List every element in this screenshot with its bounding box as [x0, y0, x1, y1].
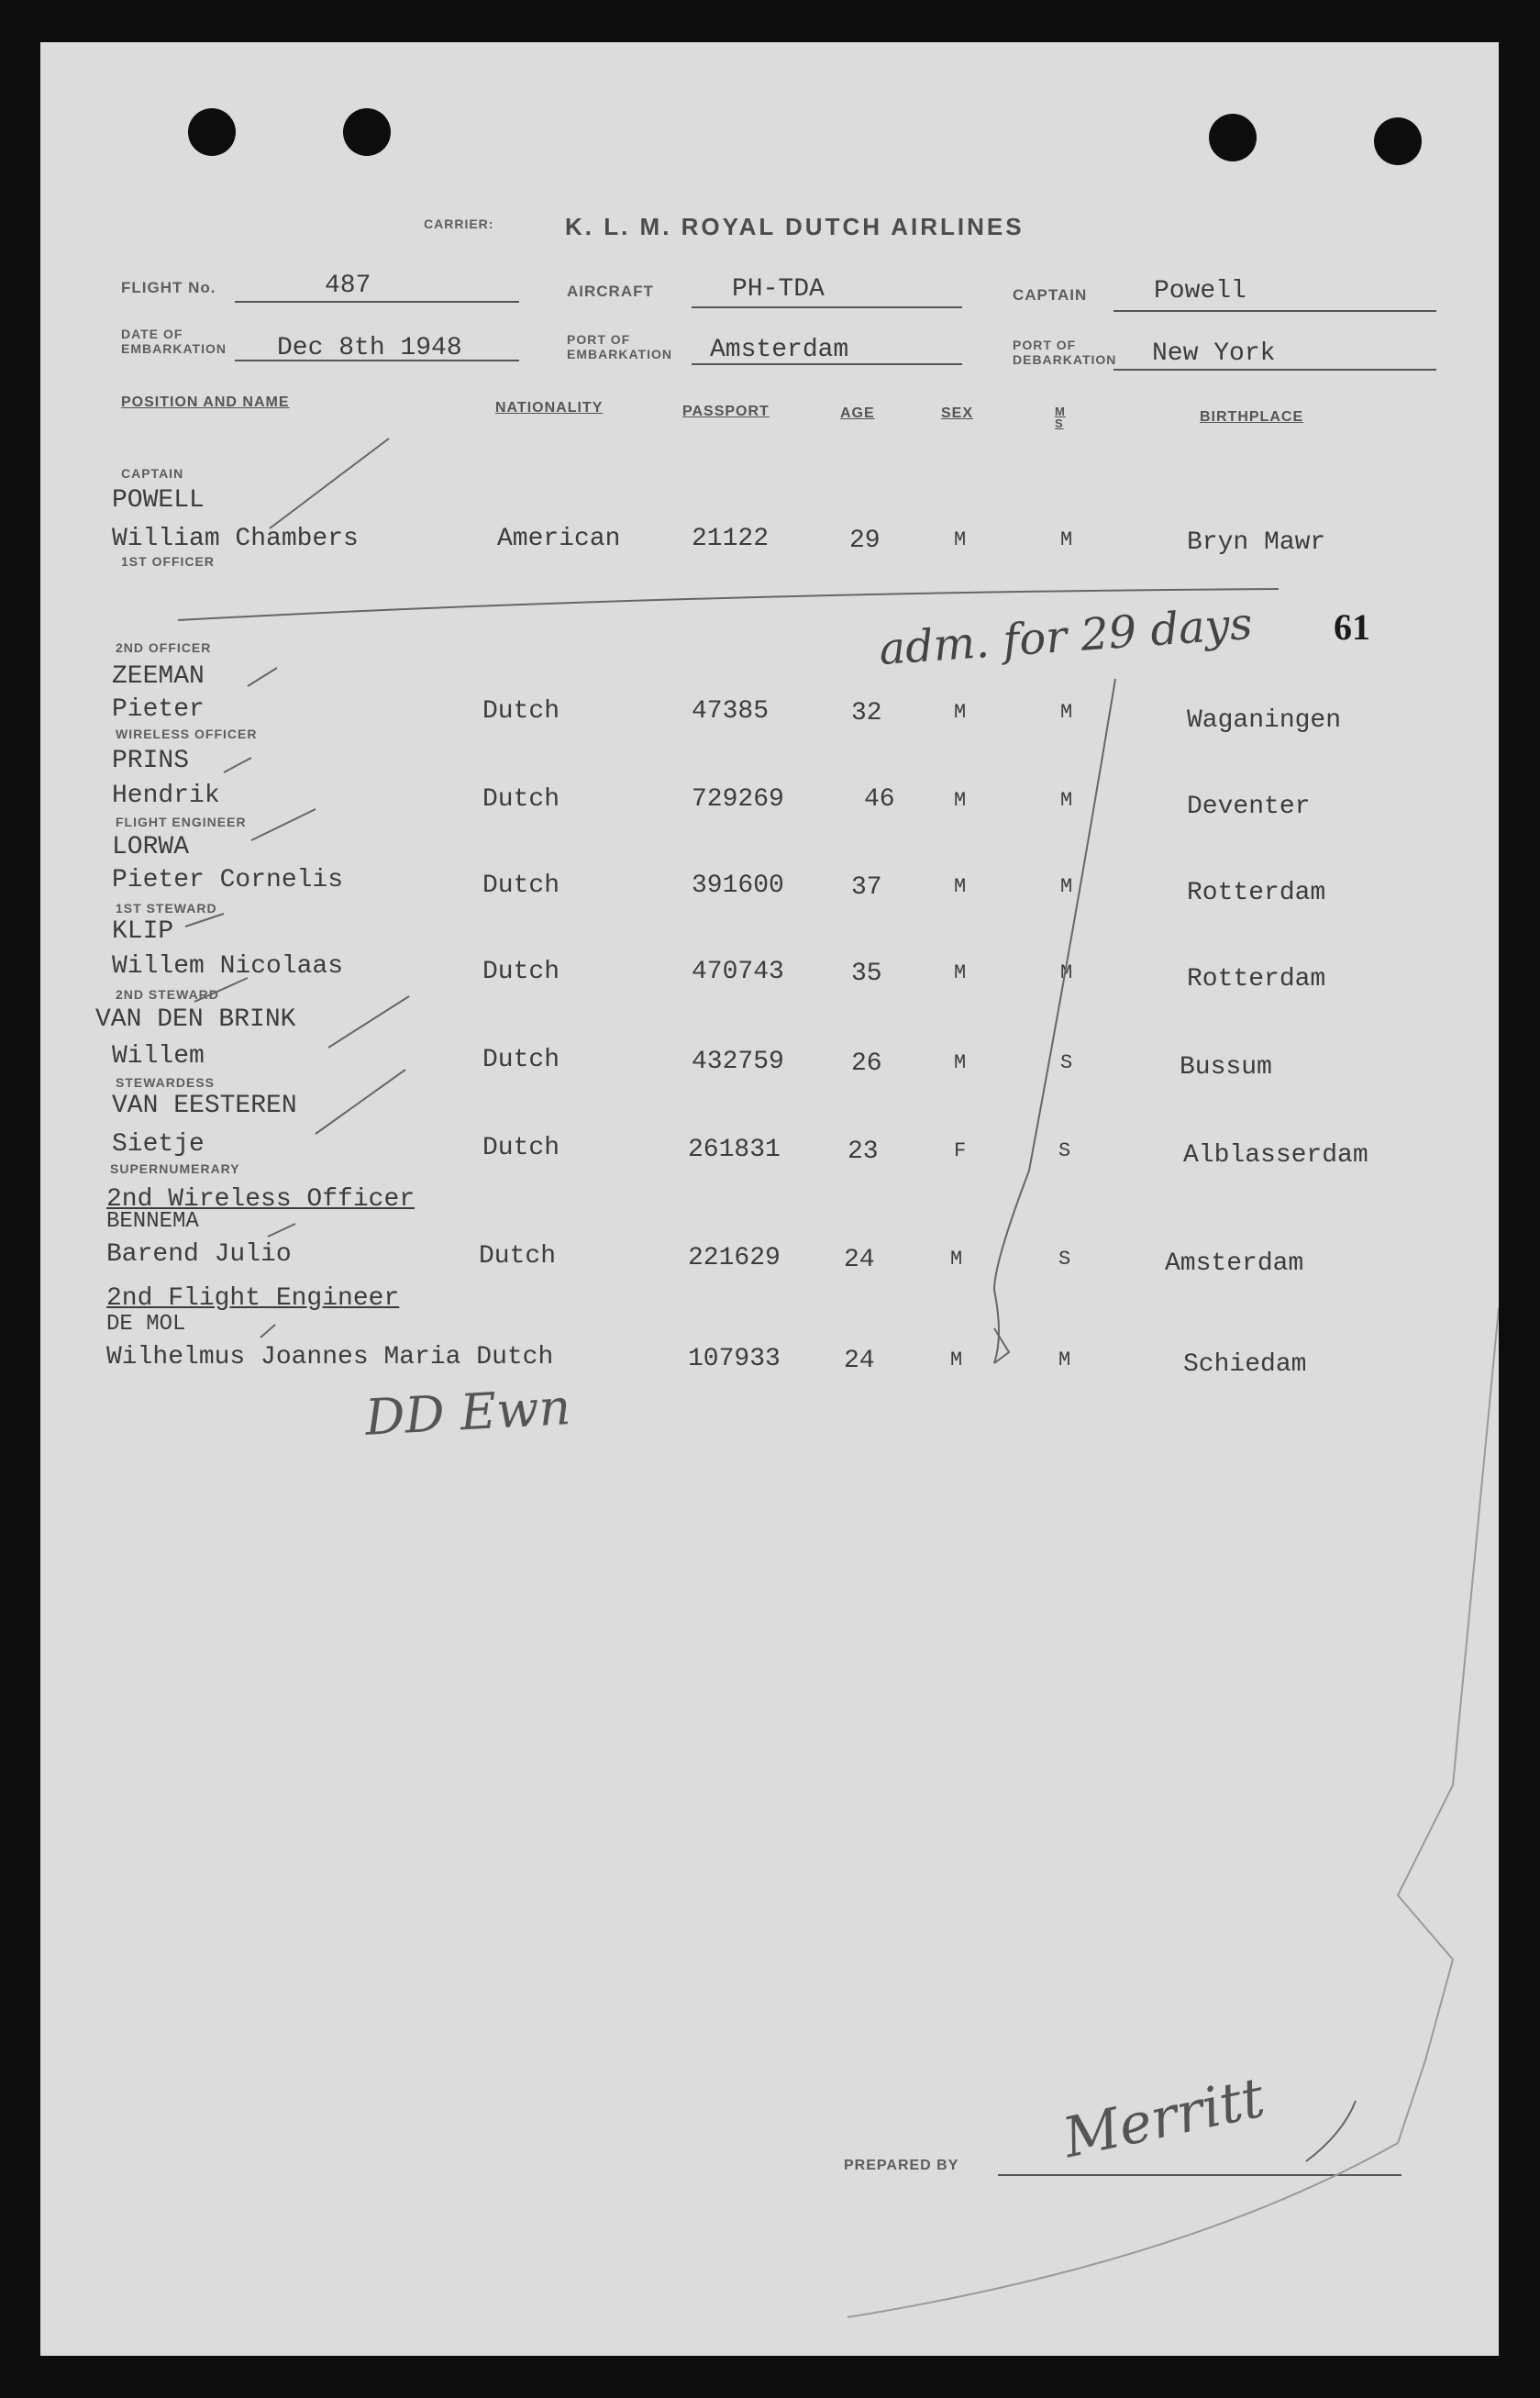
crew-age: 26 [851, 1049, 882, 1078]
captain-line [1113, 310, 1436, 312]
crew-passport: 432759 [692, 1048, 784, 1076]
crew-given-name: Wilhelmus Joannes Maria Dutch [106, 1343, 554, 1371]
crew-passport: 107933 [688, 1345, 781, 1373]
role-label: 1ST STEWARD [116, 901, 217, 916]
crew-sex: M [954, 789, 967, 812]
flight-number: 487 [325, 272, 371, 300]
crew-marital: M [1058, 1349, 1071, 1371]
flight-line [235, 301, 519, 303]
crew-birthplace: Rotterdam [1187, 879, 1326, 907]
crew-marital: S [1060, 1051, 1073, 1074]
role-label: FLIGHT ENGINEER [116, 815, 247, 829]
crew-surname: PRINS [112, 747, 190, 775]
crew-age: 29 [849, 527, 881, 555]
crew-nationality: Dutch [482, 697, 560, 726]
captain-name: Powell [1154, 277, 1246, 305]
aircraft-line [692, 306, 962, 308]
crew-surname: POWELL [112, 486, 205, 515]
handwritten-initials: DD Ewn [363, 1378, 572, 1447]
crew-sex: M [954, 701, 967, 724]
col-birthplace: BIRTHPLACE [1200, 409, 1304, 425]
embarkation-date: Dec 8th 1948 [277, 334, 462, 362]
paper-crease [1398, 1308, 1499, 2143]
crew-nationality: Dutch [482, 785, 560, 814]
crew-age: 35 [851, 960, 882, 988]
role-label: WIRELESS OFFICER [116, 727, 258, 741]
crew-passport: 21122 [692, 525, 770, 553]
bracket-tick [994, 1328, 1009, 1363]
crew-birthplace: Waganingen [1187, 706, 1342, 735]
crew-sex: M [954, 528, 967, 551]
col-sex: SEX [941, 405, 974, 421]
crew-birthplace: Schiedam [1183, 1350, 1307, 1379]
col-nationality: NATIONALITY [495, 400, 604, 416]
crew-passport: 261831 [688, 1136, 781, 1164]
crew-given-name: William Chambers [112, 525, 359, 553]
aircraft-label: AIRCRAFT [567, 283, 654, 300]
crew-nationality: American [497, 525, 621, 553]
punch-hole [343, 108, 391, 156]
carrier-name: K. L. M. ROYAL DUTCH AIRLINES [565, 213, 1025, 240]
crew-age: 37 [851, 873, 882, 902]
col-age: AGE [840, 405, 875, 421]
crew-sex: M [950, 1248, 963, 1271]
port-deb-line [1113, 369, 1436, 371]
role-label: 2ND OFFICER [116, 640, 212, 655]
crew-nationality: Dutch [482, 1134, 560, 1162]
crew-marital: S [1058, 1248, 1071, 1271]
crew-marital: M [1060, 528, 1073, 551]
port-of-debarkation: New York [1152, 339, 1276, 368]
crew-marital: M [1060, 701, 1073, 724]
preparer-signature: Merritt [1058, 2065, 1270, 2171]
crew-sex: F [954, 1139, 967, 1162]
check-mark [316, 1070, 405, 1134]
crew-given-name: Pieter [112, 695, 205, 724]
crew-marital: M [1060, 875, 1073, 898]
crew-age: 23 [848, 1138, 879, 1166]
crew-birthplace: Alblasserdam [1183, 1141, 1368, 1170]
crew-birthplace: Bryn Mawr [1187, 528, 1326, 557]
check-mark [328, 996, 409, 1048]
crew-given-name: Willem Nicolaas [112, 952, 344, 981]
extra-role: 2nd Wireless Officer [106, 1185, 415, 1214]
flight-label: FLIGHT No. [121, 279, 216, 296]
crew-age: 46 [864, 785, 895, 814]
check-mark [248, 668, 277, 686]
crew-nationality: Dutch [482, 871, 560, 900]
extra-role: 2nd Flight Engineer [106, 1284, 400, 1313]
port-emb-label: PORT OF EMBARKATION [567, 332, 672, 361]
carrier-label: CARRIER: [424, 216, 494, 231]
crew-passport: 47385 [692, 697, 770, 726]
punch-hole [1374, 117, 1422, 165]
crew-age: 24 [844, 1246, 875, 1274]
bracket-line [994, 679, 1115, 1363]
crew-birthplace: Bussum [1180, 1053, 1272, 1082]
crew-age: 24 [844, 1347, 875, 1375]
crew-nationality: Dutch [482, 1046, 560, 1074]
crew-surname: ZEEMAN [112, 662, 205, 691]
admission-annotation: adm. for 29 days [877, 597, 1255, 676]
crew-sex: M [950, 1349, 963, 1371]
col-marital: M S [1055, 405, 1066, 430]
crew-passport: 729269 [692, 785, 784, 814]
crew-birthplace: Deventer [1187, 793, 1311, 821]
punch-hole [1209, 114, 1257, 161]
crew-marital: S [1058, 1139, 1071, 1162]
crew-given-name: Barend Julio [106, 1240, 292, 1269]
crew-surname: LORWA [112, 833, 190, 861]
check-mark [251, 809, 316, 840]
port-deb-label: PORT OF DEBARKATION [1013, 338, 1117, 367]
crew-marital: M [1060, 789, 1073, 812]
crew-sex: M [954, 1051, 967, 1074]
prepared-by-line [998, 2174, 1402, 2176]
col-position-name: POSITION AND NAME [121, 394, 290, 410]
crew-surname: BENNEMA [106, 1209, 199, 1234]
crew-passport: 470743 [692, 958, 784, 986]
crew-passport: 221629 [688, 1244, 781, 1272]
col-passport: PASSPORT [682, 404, 770, 419]
crew-birthplace: Rotterdam [1187, 965, 1326, 994]
role-label: 1ST OFFICER [121, 554, 216, 569]
crew-age: 32 [851, 699, 882, 727]
check-mark [224, 758, 251, 772]
crew-passport: 391600 [692, 871, 784, 900]
page-number: 61 [1334, 606, 1370, 648]
crew-marital: M [1060, 961, 1073, 984]
crew-surname: DE MOL [106, 1312, 186, 1337]
crew-given-name: Pieter Cornelis [112, 866, 344, 894]
role-label: STEWARDESS [116, 1075, 216, 1090]
signature-tail [1306, 2101, 1356, 2161]
check-mark [270, 439, 389, 528]
date-label: DATE OF EMBARKATION [121, 327, 227, 356]
port-of-embarkation: Amsterdam [710, 336, 849, 364]
punch-hole [188, 108, 236, 156]
crew-given-name: Willem [112, 1042, 205, 1071]
check-mark [185, 914, 224, 927]
role-label: 2ND STEWARD [116, 987, 219, 1002]
aircraft-reg: PH-TDA [732, 275, 825, 304]
crew-given-name: Sietje [112, 1130, 205, 1159]
crew-nationality: Dutch [482, 958, 560, 986]
crew-birthplace: Amsterdam [1165, 1249, 1304, 1278]
captain-label: CAPTAIN [1013, 286, 1088, 304]
crew-nationality: Dutch [479, 1242, 557, 1271]
crew-sex: M [954, 875, 967, 898]
role-label: CAPTAIN [121, 466, 184, 481]
check-mark [260, 1325, 275, 1338]
crew-given-name: Hendrik [112, 782, 220, 810]
check-mark [268, 1224, 295, 1237]
prepared-by-label: PREPARED BY [844, 2158, 959, 2173]
manifest-page [40, 42, 1499, 2356]
crew-surname: KLIP [112, 917, 174, 946]
crew-surname: VAN DEN BRINK [95, 1005, 296, 1034]
crew-sex: M [954, 961, 967, 984]
crew-surname: VAN EESTEREN [112, 1092, 297, 1120]
role-label: SUPERNUMERARY [110, 1161, 240, 1176]
